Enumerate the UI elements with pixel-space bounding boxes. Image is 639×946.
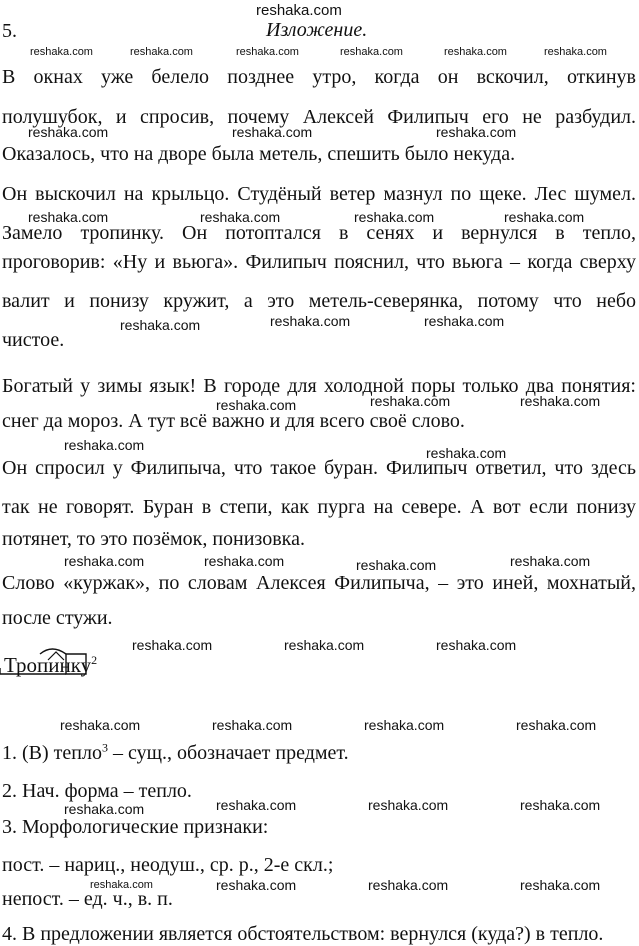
watermark: reshaka.com <box>436 637 517 653</box>
morpheme-mark: 2 <box>91 653 98 667</box>
text-line: проговорив: «Ну и вьюга». Филипыч пояснил, что вьюга – когда сверху <box>2 251 636 273</box>
exercise-title: Изложение. <box>266 19 368 41</box>
watermark: reshaka.com <box>510 553 591 569</box>
watermark: reshaka.com <box>216 397 297 413</box>
watermark: reshaka.com <box>130 46 193 58</box>
text-line: полушубок, и спросив, почему Алексей Филипыч его не разбудил. <box>2 106 636 128</box>
watermark: reshaka.com <box>544 46 607 58</box>
analysis-item-2: 2. Нач. форма – тепло. <box>2 780 192 802</box>
watermark: reshaka.com <box>364 717 445 733</box>
text-line: так не говорят. Буран в степи, как пурга на севере. А вот если понизу <box>2 496 636 518</box>
watermark: reshaka.com <box>444 46 507 58</box>
analysis-item-3b: непост. – ед. ч., в. п. <box>2 888 173 910</box>
watermark: reshaka.com <box>216 877 297 893</box>
watermark: reshaka.com <box>232 124 313 140</box>
text-line: Слово «куржак», по словам Алексея Филипыча, – это иней, мохнатый, <box>2 572 636 594</box>
watermark: reshaka.com <box>28 124 109 140</box>
watermark: reshaka.com <box>212 717 293 733</box>
watermark: reshaka.com <box>216 797 297 813</box>
watermark: reshaka.com <box>64 801 145 817</box>
watermark: reshaka.com <box>370 393 451 409</box>
watermark: reshaka.com <box>284 637 365 653</box>
watermark: reshaka.com <box>520 877 601 893</box>
watermark: reshaka.com <box>426 445 507 461</box>
watermark: reshaka.com <box>64 553 145 569</box>
watermark: reshaka.com <box>504 209 585 225</box>
text-line: чистое. <box>2 329 65 351</box>
watermark: reshaka.com <box>30 46 93 58</box>
watermark: reshaka.com <box>520 393 601 409</box>
morpheme-word: Тропинку <box>4 653 92 677</box>
watermark: reshaka.com <box>516 717 597 733</box>
analysis-item-3: 3. Морфологические признаки: <box>2 816 269 838</box>
watermark: reshaka.com <box>368 877 449 893</box>
text-line: Оказалось, что на дворе была метель, спешить было некуда. <box>2 143 516 165</box>
watermark: reshaka.com <box>60 717 141 733</box>
watermark: reshaka.com <box>256 2 342 19</box>
analysis-item-3a: пост. – нариц., неодуш., ср. р., 2-е скл.; <box>2 854 334 876</box>
morpheme-parse <box>4 652 97 678</box>
watermark: reshaka.com <box>520 797 601 813</box>
text-line: Он выскочил на крыльцо. Студёный ветер мазнул по щеке. Лес шумел. <box>2 183 636 205</box>
text-line: потянет, то это позёмок, понизовка. <box>2 528 305 550</box>
watermark: reshaka.com <box>132 637 213 653</box>
watermark: reshaka.com <box>368 797 449 813</box>
text-line: Он спросил у Филипыча, что такое буран. Филипыч ответил, что здесь <box>2 457 636 479</box>
exercise-number: 5. <box>2 20 17 42</box>
watermark: reshaka.com <box>270 313 351 329</box>
watermark: reshaka.com <box>354 209 435 225</box>
watermark: reshaka.com <box>424 313 505 329</box>
watermark: reshaka.com <box>436 124 517 140</box>
text-line: Замело тропинку. Он потоптался в сенях и вернулся в тепло, <box>2 222 636 244</box>
watermark: reshaka.com <box>90 879 153 891</box>
watermark: reshaka.com <box>200 209 281 225</box>
watermark: reshaka.com <box>120 317 201 333</box>
watermark: reshaka.com <box>356 557 437 573</box>
text-line: снег да мороз. А тут всё важно и для всего своё слово. <box>2 410 465 432</box>
text-line: Богатый у зимы язык! В городе для холодной поры только два понятия: <box>2 375 636 397</box>
morpheme-marks-icon <box>0 646 96 686</box>
watermark: reshaka.com <box>64 437 145 453</box>
analysis-item-4: 4. В предложении является обстоятельством: вернулся (куда?) в тепло. <box>2 923 604 945</box>
text-line: после стужи. <box>2 607 113 629</box>
analysis-item-1: 1. (В) тепло$^3$ – сущ., обозначает предмет. <box>2 740 349 764</box>
watermark: reshaka.com <box>28 209 109 225</box>
text-line: В окнах уже белело позднее утро, когда он вскочил, откинув <box>2 66 636 88</box>
text-line: валит и понизу кружит, а это метель-северянка, потому что небо <box>2 290 636 312</box>
watermark: reshaka.com <box>236 46 299 58</box>
watermark: reshaka.com <box>340 46 403 58</box>
watermark: reshaka.com <box>204 553 285 569</box>
